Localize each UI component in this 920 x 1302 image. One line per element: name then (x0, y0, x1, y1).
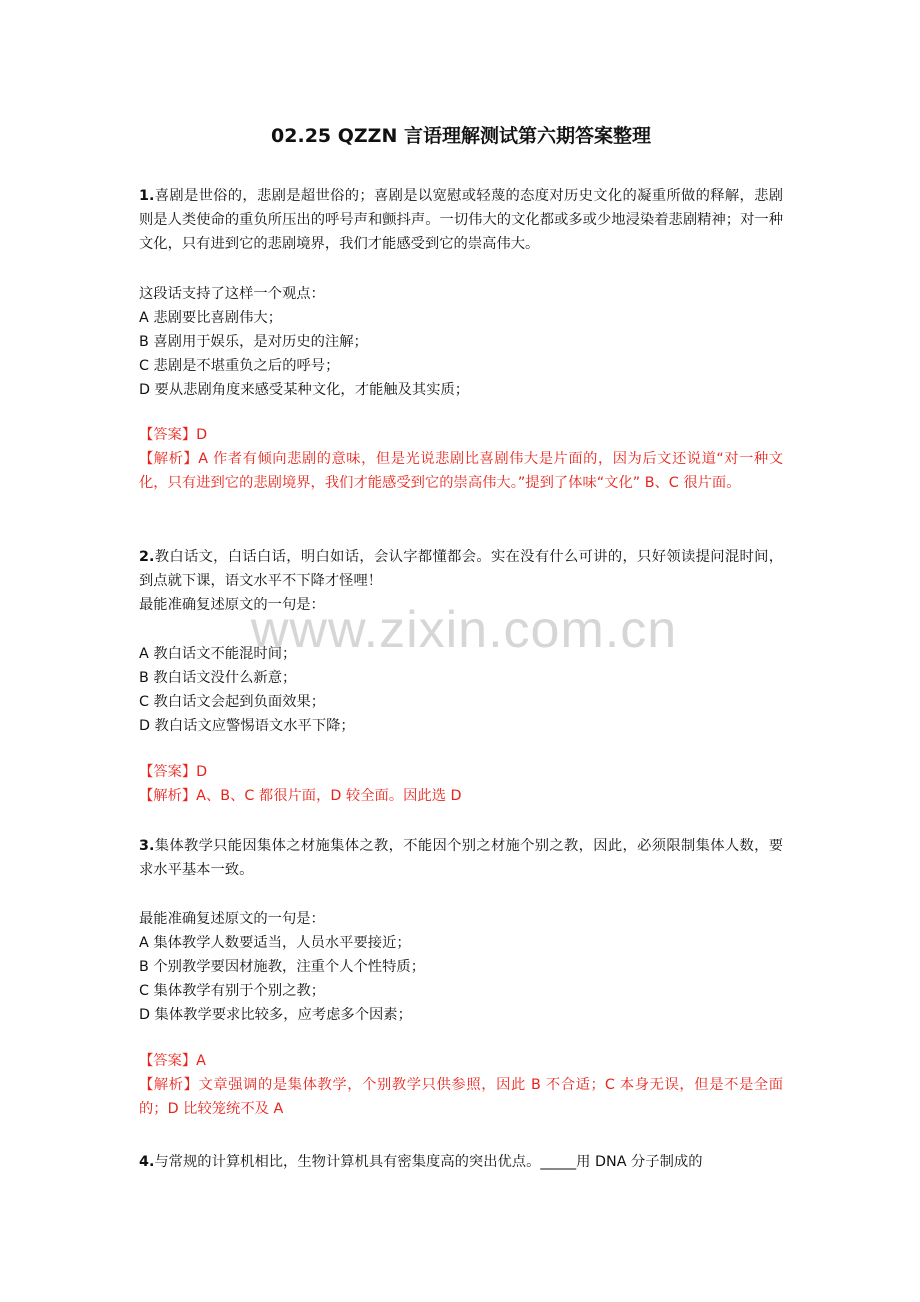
question-3-options (139, 907, 783, 1027)
question-number: 1. (139, 188, 155, 204)
question-number: 4. (139, 1154, 155, 1170)
option-a: A 悲剧要比喜剧伟大； (139, 310, 282, 326)
question-4 (139, 1150, 783, 1174)
watermark: www.zixin.com.cn (250, 601, 678, 659)
question-4-text (139, 1150, 783, 1174)
option-d: D 集体教学要求比较多，应考虑多个因素； (139, 1007, 412, 1023)
question-3-answer (139, 1049, 783, 1121)
question-number: 3. (139, 838, 155, 854)
question-1-answer (139, 423, 783, 495)
option-b: B 喜剧用于娱乐，是对历史的注解； (139, 334, 368, 350)
option-a: A 集体教学人数要适当，人员水平要接近； (139, 935, 411, 951)
question-prompt: 这段话支持了这样一个观点： (139, 286, 325, 302)
analysis-text: 【解析】文章强调的是集体教学，个别教学只供参照，因此 B 不合适；C 本身无误，但是不是全面的；D 比较笼统不及 A (139, 1077, 783, 1117)
answer-line: 【答案】D (139, 764, 208, 780)
question-stem: 与常规的计算机相比，生物计算机具有密集度高的突出优点。_____用 DNA 分子制成的 (154, 1154, 703, 1170)
question-prompt: 最能准确复述原文的一句是： (139, 597, 325, 613)
analysis-text: 【解析】A、B、C 都很片面，D 较全面。因此选 D (139, 788, 462, 804)
question-2-answer (139, 760, 783, 808)
option-a: A 教白话文不能混时间； (139, 646, 297, 662)
document-title: 02.25 QZZN 言语理解测试第六期答案整理 (271, 125, 651, 147)
option-d: D 要从悲剧角度来感受某种文化，才能触及其实质； (139, 382, 470, 398)
question-1-options (139, 282, 783, 402)
question-2-text (139, 545, 783, 593)
option-c: C 集体教学有别于个别之教； (139, 983, 326, 999)
question-1 (139, 184, 783, 256)
option-d: D 教白话文应警惕语文水平下降； (139, 718, 355, 734)
question-3-text (139, 834, 783, 882)
question-stem: 教白话文，白话白话，明白如话，会认字都懂都会。实在没有什么可讲的，只好领读提问混时间，到点就下课，语文水平不下降才怪哩！ (139, 549, 783, 589)
question-number: 2. (139, 549, 155, 565)
option-c: C 悲剧是不堪重负之后的呼号； (139, 358, 340, 374)
question-stem: 集体教学只能因集体之材施集体之教，不能因个别之材施个别之教，因此，必须限制集体人数，要求水平基本一致。 (139, 838, 783, 878)
answer-line: 【答案】A (139, 1053, 206, 1069)
question-3 (139, 834, 783, 882)
question-1-text (139, 184, 783, 256)
answer-line: 【答案】D (139, 427, 208, 443)
question-prompt: 最能准确复述原文的一句是： (139, 911, 325, 927)
option-c: C 教白话文会起到负面效果； (139, 694, 326, 710)
question-stem: 喜剧是世俗的，悲剧是超世俗的；喜剧是以宽慰或轻蔑的态度对历史文化的凝重所做的释解，悲剧则是人类使命的重负所压出的呼号声和颤抖声。一切伟大的文化都或多或少地浸染着悲剧精神；对一种文化，只有进到它的悲剧境界，我们才能感受到它的崇高伟大。 (139, 188, 783, 252)
option-b: B 个别教学要因材施教，注重个人个性特质； (139, 959, 425, 975)
analysis-text: 【解析】A 作者有倾向悲剧的意味，但是光说悲剧比喜剧伟大是片面的，因为后文还说道“对一种文化，只有进到它的悲剧境界，我们才能感受到它的崇高伟大。”提到了体味“文化” B、C 很片面。 (139, 451, 783, 491)
option-b: B 教白话文没什么新意； (139, 670, 297, 686)
